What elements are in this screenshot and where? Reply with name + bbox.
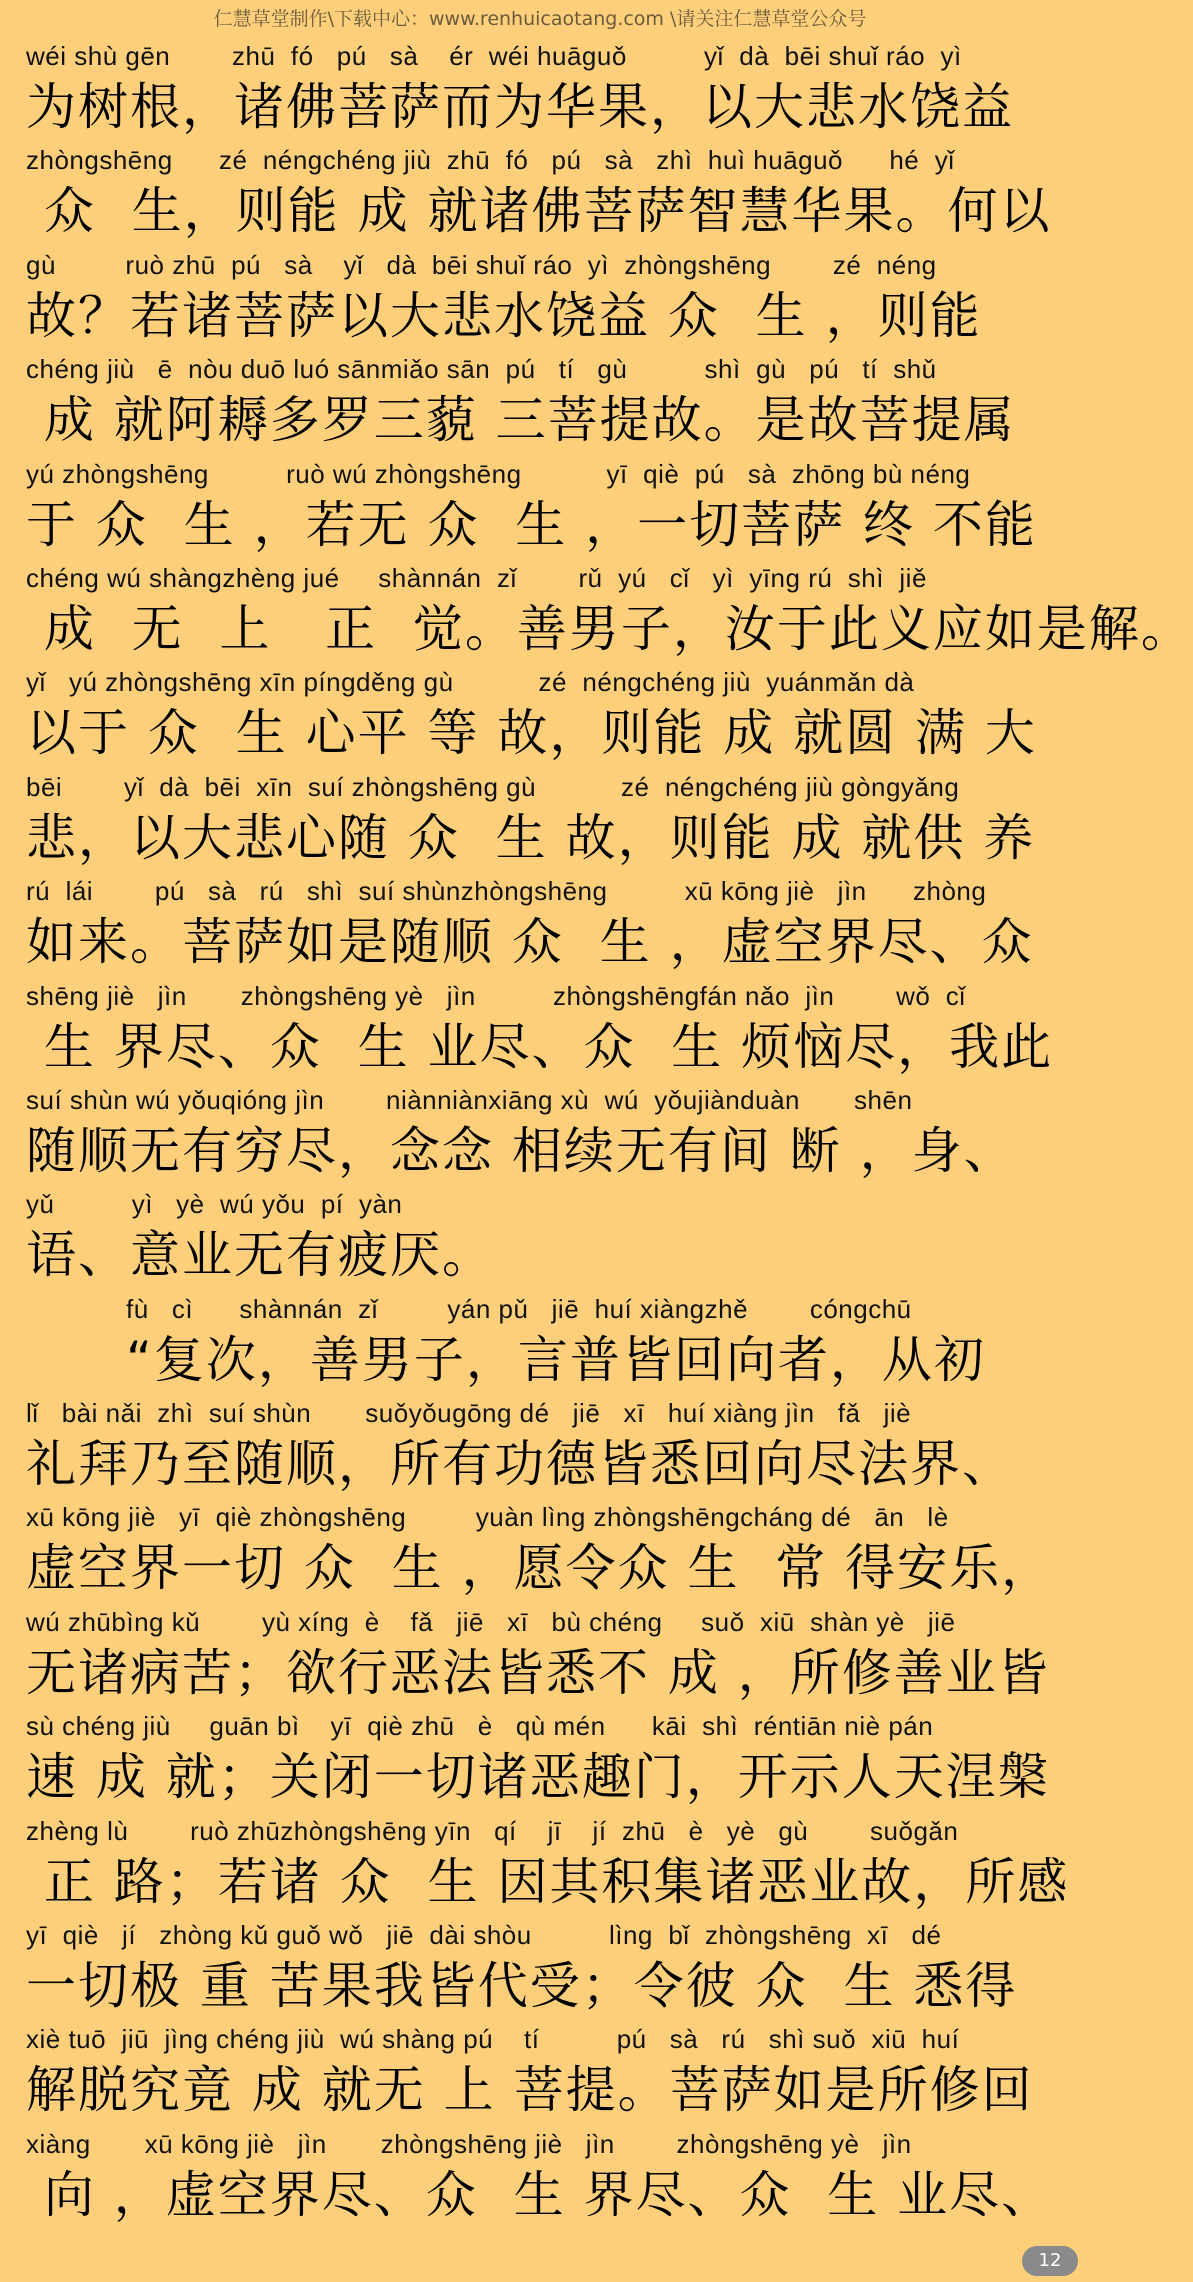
hanzi-line: 语、意业无有疲厌。: [26, 1226, 494, 1285]
hanzi-line: 解脱究竟 成 就无 上 菩提。菩萨如是所修回: [26, 2061, 1034, 2120]
text-line: [26, 2019, 1056, 2123]
text-line: [26, 1915, 1056, 2019]
text-line: [26, 454, 1056, 558]
hanzi-line: “复次，善男子，言普皆回向者，从初: [126, 1330, 986, 1389]
pinyin-line: zhòngshēng zé néngchéng jiù zhū fó pú sà zhì huì huāguǒ hé yǐ: [26, 145, 955, 176]
hanzi-line: 成 就阿耨多罗三藐 三菩提故。是故菩提属: [26, 391, 1016, 450]
sutra-text-body: [26, 36, 1193, 2228]
text-line: [26, 767, 1056, 871]
pinyin-line: yī qiè jí zhòng kǔ guǒ wǒ jiē dài shòu lìng bǐ zhòngshēng xī dé: [26, 1920, 942, 1951]
text-line: [26, 662, 1056, 766]
pinyin-line: yǔ yì yè wú yǒu pí yàn: [26, 1189, 403, 1220]
text-line: [26, 1393, 1056, 1497]
page-header-watermark: 仁慧草堂制作\下载中心：www.renhuicaotang.com \请关注仁慧草堂公众号: [213, 8, 867, 30]
hanzi-line: 礼拜乃至随顺，所有功德皆悉回向尽法界、: [26, 1435, 1014, 1494]
hanzi-line: 如来。菩萨如是随顺 众 生 ，虚空界尽、众: [26, 913, 1034, 972]
pinyin-line: wéi shù gēn zhū fó pú sà ér wéi huāguǒ yǐ dà bēi shuǐ ráo yì: [26, 41, 962, 71]
hanzi-line: 众 生，则能 成 就诸佛菩萨智慧华果。何以: [26, 182, 1052, 241]
pinyin-line: wú zhūbìng kǔ yù xíng è fǎ jiē xī bù chéng suǒ xiū shàn yè jiē: [26, 1606, 956, 1637]
hanzi-line: 向 ，虚空界尽、众 生 界尽、众 生 业尽、: [26, 2165, 1054, 2224]
hanzi-line: 随顺无有穷尽，念念 相续无有间 断 ，身、: [26, 1121, 1016, 1180]
pinyin-line: suí shùn wú yǒuqióng jìn niànniànxiāng xù wú yǒujiànduàn shēn: [26, 1084, 913, 1115]
hanzi-line: 以于 众 生 心平 等 故，则能 成 就圆 满 大: [26, 704, 1037, 763]
pinyin-line: shēng jiè jìn zhòngshēng yè jìn zhòngshēngfán nǎo jìn wǒ cǐ: [26, 980, 966, 1011]
text-line: [26, 976, 1056, 1080]
pinyin-line: bēi yǐ dà bēi xīn suí zhòngshēng gù zé néngchéng jiù gòngyǎng: [26, 771, 960, 802]
hanzi-line: 正 路；若诸 众 生 因其积集诸恶业故，所感: [26, 1852, 1070, 1911]
text-line: [26, 1706, 1056, 1810]
text-line: [26, 1080, 1056, 1184]
hanzi-line: 于 众 生 ，若无 众 生 ，一切菩萨 终 不能: [26, 495, 1037, 554]
hanzi-line: 无诸病苦；欲行恶法皆悉不 成 ，所修善业皆: [26, 1643, 1050, 1702]
pinyin-line: xū kōng jiè yī qiè zhòngshēng yuàn lìng zhòngshēngcháng dé ān lè: [26, 1502, 949, 1533]
hanzi-line: 一切极 重 苦果我皆代受；令彼 众 生 悉得: [26, 1957, 1018, 2016]
hanzi-line: 生 界尽、众 生 业尽、众 生 烦恼尽，我此: [26, 1017, 1054, 1076]
pinyin-line: yǐ yú zhòngshēng xīn píngděng gù zé néngchéng jiù yuánmǎn dà: [26, 667, 915, 698]
page-number-badge: 12: [1022, 2246, 1078, 2276]
text-line: [26, 1184, 1056, 1288]
pinyin-line: chéng jiù ē nòu duō luó sānmiǎo sān pú tí gù shì gù pú tí shǔ: [26, 354, 937, 385]
text-line: [26, 245, 1056, 349]
pinyin-line: chéng wú shàngzhèng jué shànnán zǐ rǔ yú cǐ yì yīng rú shì jiě: [26, 562, 927, 593]
hanzi-line: 故？若诸菩萨以大悲水饶益 众 生 ，则能: [26, 286, 982, 345]
text-line: [26, 558, 1193, 662]
hanzi-line: 为树根，诸佛菩萨而为华果，以大悲水饶益: [26, 78, 1014, 136]
text-line: [26, 1602, 1056, 1706]
pinyin-line: lǐ bài nǎi zhì suí shùn suǒyǒugōng dé jiē xī huí xiàng jìn fǎ jiè: [26, 1398, 912, 1429]
text-line: [26, 1811, 1070, 1915]
pinyin-line: gù ruò zhū pú sà yǐ dà bēi shuǐ ráo yì zhòngshēng zé néng: [26, 249, 937, 280]
text-line: [26, 349, 1056, 453]
text-line: [26, 140, 1056, 244]
text-line: [26, 1497, 1056, 1601]
pinyin-line: yú zhòngshēng ruò wú zhòngshēng yī qiè pú sà zhōng bù néng: [26, 458, 971, 489]
hanzi-line: 虚空界一切 众 生 ，愿令众 生 常 得安乐，: [26, 1539, 1054, 1598]
text-line: [26, 1289, 1056, 1393]
pinyin-line: xiàng xū kōng jiè jìn zhòngshēng jiè jìn zhòngshēng yè jìn: [26, 2128, 912, 2159]
hanzi-line: 成 无 上 正 觉。善男子，汝于此义应如是解。: [26, 599, 1193, 658]
pinyin-line: xiè tuō jiū jìng chéng jiù wú shàng pú tí pú sà rú shì suǒ xiū huí: [26, 2024, 960, 2055]
hanzi-line: 速 成 就；关闭一切诸恶趣门，开示人天涅槃: [26, 1748, 1050, 1807]
hanzi-line: 悲，以大悲心随 众 生 故，则能 成 就供 养: [26, 808, 1036, 867]
pinyin-line: rú lái pú sà rú shì suí shùnzhòngshēng xū kōng jiè jìn zhòng: [26, 876, 987, 907]
text-line: [26, 36, 1056, 140]
pinyin-line: zhèng lù ruò zhūzhòngshēng yīn qí jī jí zhū è yè gù suǒgǎn: [26, 1815, 959, 1846]
text-line: [26, 871, 1056, 975]
text-line: [26, 2124, 1056, 2228]
pinyin-line: sù chéng jiù guān bì yī qiè zhū è qù mén kāi shì réntiān niè pán: [26, 1711, 934, 1742]
pinyin-line: fù cì shànnán zǐ yán pǔ jiē huí xiàngzhě cóngchū: [126, 1293, 912, 1324]
